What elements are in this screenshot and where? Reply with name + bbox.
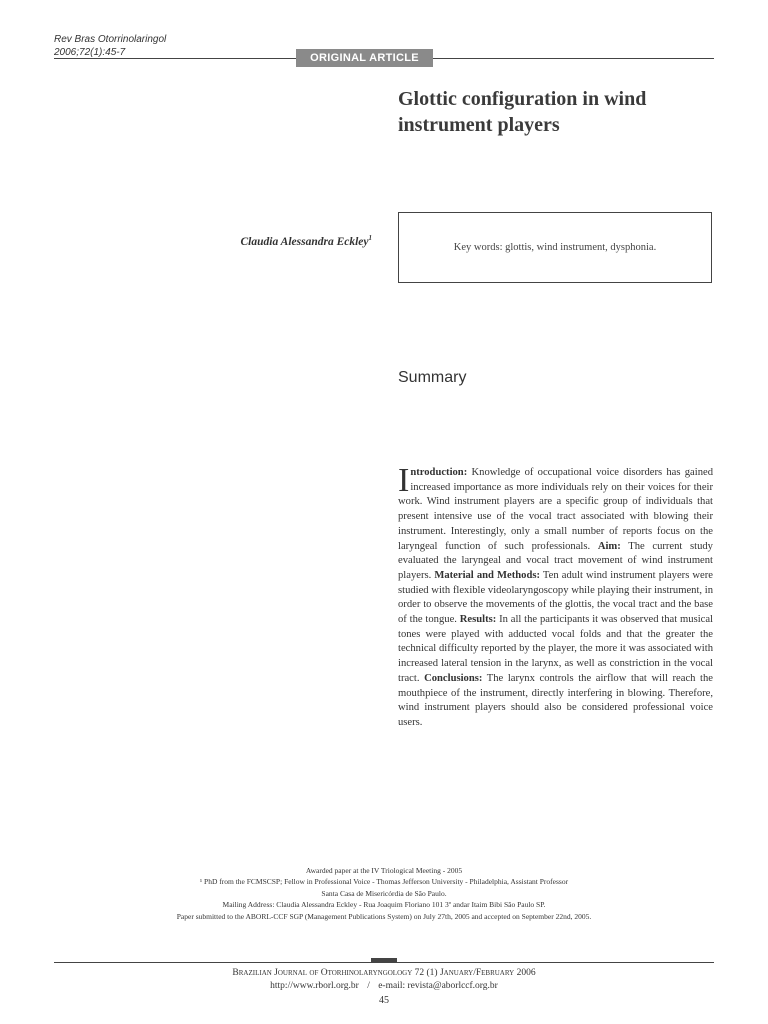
footer-links [54, 980, 714, 992]
footnote-award: Awarded paper at the IV Triological Meeting - 2005 [305, 866, 463, 875]
conclusions-label: Conclusions: [424, 672, 483, 684]
methods-label: Material and Methods: [434, 569, 540, 581]
journal-volume: 2006;72(1):45-7 [54, 47, 126, 58]
footer-url-link[interactable]: http://www.rborl.org.br [270, 981, 359, 991]
aim-text: The current study evaluated the laryngeal and vocal tract movement of wind instrument players. [398, 540, 713, 581]
abstract-body [398, 462, 713, 731]
keywords-box [398, 212, 712, 283]
footnote-submission: Paper submitted to the ABORL-CCF SGP (Management Publications System) on July 27th, 2005 and accepted on September 22nd, 2005. [176, 911, 592, 921]
results-label: Results: [459, 614, 497, 626]
intro-text: Knowledge of occupational voice disorders has gained increased importance as more individuals rely on their voices for their work. Wind instrument players are a specific group of individuals that present intensive use of the vocal tract associated with blowing their instrument. Interestingly, only a small number of reports focus on the laryngeal function of such professionals. [398, 467, 713, 552]
journal-reference [54, 33, 166, 59]
methods-text: Ten adult wind instrument players were studied with flexible videolaryngoscopy while playing their instrument, in order to observe the movements of the glottis, the vocal tract and the base of the tongue. [398, 569, 713, 626]
intro-label: ntroduction: [410, 467, 468, 478]
bottom-rule [54, 962, 714, 963]
drop-cap: I [398, 462, 410, 499]
summary-heading: Summary [398, 369, 467, 386]
article-title: Glottic configuration in wind instrument players [398, 88, 647, 136]
aim-label: Aim: [597, 540, 621, 552]
author-name [120, 234, 372, 248]
author-text: Claudia Alessandra Eckley [240, 235, 369, 248]
keywords-text: Key words: glottis, wind instrument, dysphonia. [453, 242, 657, 253]
section-label: ORIGINAL ARTICLE [296, 49, 433, 67]
footnote-address: Mailing Address: Claudia Alessandra Eckley - Rua Joaquim Floriano 101 3º andar Itaim Bibi São Paulo SP. [222, 900, 546, 910]
journal-name: Rev Bras Otorrinolaringol [54, 34, 167, 45]
footnote-institution: Santa Casa de Misericórdia de São Paulo. [321, 888, 447, 898]
page-number: 45 [379, 995, 389, 1006]
footer-journal: Brazilian Journal of Otorhinolaryngology 72 (1) January/February 2006 [232, 968, 536, 978]
conclusions-text: The larynx controls the airflow that will reach the mouthpiece of the instrument, directly interfering in blowing. Therefore, wind instrument players should also be considered professional voice users. [398, 672, 713, 728]
results-text: In all the participants it was observed that musical tones were played with adducted vocal folds and that the greater the technical difficulty reported by the player, the more it was associated with increased lateral tension in the larynx, as well as constriction in the vocal tract. [398, 614, 713, 684]
bottom-rule-mark [371, 958, 397, 962]
footer-email-link[interactable]: e-mail: revista@aborlccf.org.br [378, 981, 498, 991]
footnote-affiliation: ¹ PhD from the FCMSCSP; Fellow in Professional Voice - Thomas Jefferson University - Philadelphia, Assistant Professor [199, 877, 569, 887]
author-affiliation-mark: 1 [368, 234, 372, 242]
footnotes [54, 865, 714, 922]
footer-separator: / [367, 981, 370, 991]
